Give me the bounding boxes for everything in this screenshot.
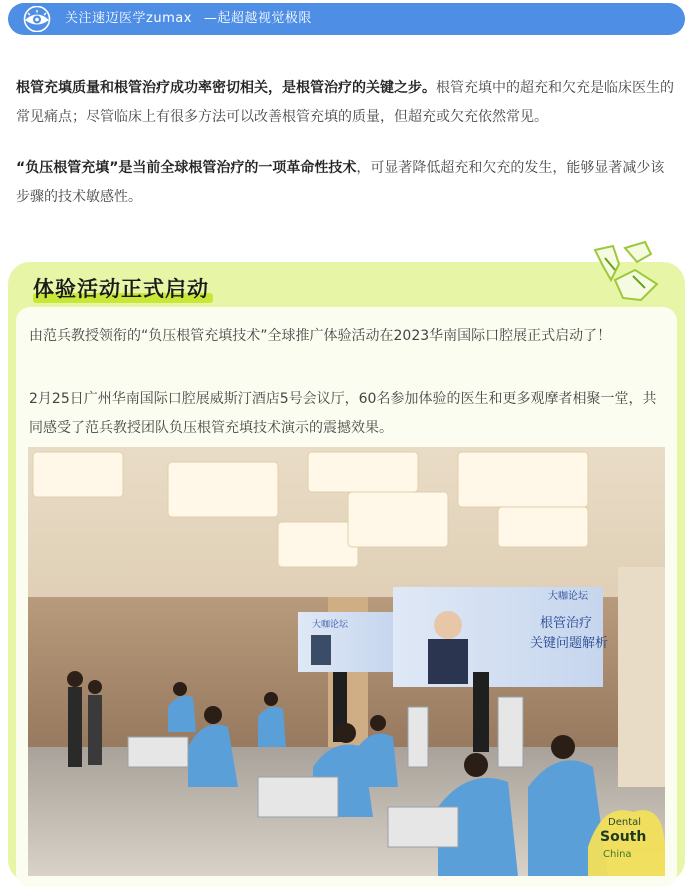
intro-paragraph-2 [16, 154, 676, 212]
screen-right-line2: 关键问题解析 [530, 636, 609, 651]
conference-hall-illustration [28, 447, 665, 876]
eye-icon [20, 6, 54, 32]
screen-right-title: 大咖论坛 [548, 591, 588, 602]
intro-paragraph-1 [16, 74, 676, 132]
logo-middle: South [600, 829, 647, 845]
screen-left-title: 大咖论坛 [312, 620, 349, 630]
intro-p2-rest: ，可显著降低超充和欠充的发生，能够显著减少该步骤的技术敏感性。 [16, 160, 665, 205]
banner-lead: 关注速迈医学zumax [65, 11, 192, 26]
section-title: 体验活动正式启动 [33, 277, 209, 301]
banner-tagline: —起超越视觉极限 [203, 11, 312, 26]
intro-p1-bold: 根管充填质量和根管治疗成功率密切相关，是根管治疗的关键之步。 [16, 80, 436, 96]
screen-right-line1: 根管治疗 [540, 616, 593, 631]
sparkle-decoration-icon [585, 240, 665, 310]
follow-banner[interactable] [8, 3, 685, 35]
intro-p2-bold: “负压根管充填”是当前全球根管治疗的一项革命性技术 [16, 160, 357, 176]
banner-text [65, 3, 312, 35]
logo-bottom: China [603, 849, 632, 860]
logo-top: Dental [608, 817, 642, 828]
intro-p1-rest: 根管充填中的超充和欠充是临床医生的常见痛点；尽管临床上有很多方法可以改善根管充填的质量，但超充或欠充依然常见。 [16, 80, 674, 125]
section-paragraph-2: 2月25日广州华南国际口腔展威斯汀酒店5号会议厅，60名参加体验的医生和更多观摩者相聚一堂，共同感受了范兵教授团队负压根管充填技术演示的震撼效果。 [29, 391, 657, 436]
section-paragraph-1: 由范兵教授领衔的“负压根管充填技术”全球推广体验活动在2023华南国际口腔展正式启动了！ [29, 328, 612, 344]
event-photo [28, 447, 665, 876]
